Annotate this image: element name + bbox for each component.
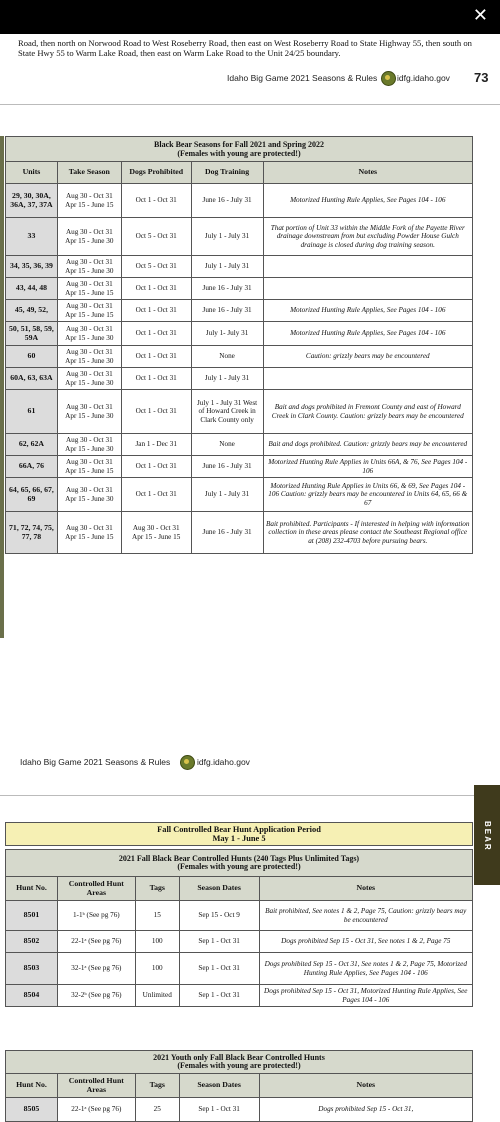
notes-cell: Bait prohibited, See notes 1 & 2, Page 75, Caution: grizzly bears may be encountered xyxy=(259,901,472,931)
notes-cell: Caution: grizzly bears may be encountered xyxy=(263,346,472,368)
dog-training-cell: July 1 - July 31 West of Howard Creek in Clark County only xyxy=(191,390,263,434)
take-season-cell: Aug 30 - Oct 31 Apr 15 - June 15 xyxy=(57,456,121,478)
notes-cell: Dogs prohibited Sep 15 - Oct 31, See notes 1 & 2, Page 75, Motorized Hunting Rule Applies, See Pages 104 - 106 xyxy=(259,953,472,985)
units-cell: 50, 51, 58, 59, 59A xyxy=(6,322,58,346)
notes-cell: Bait prohibited. Participants - If interested in helping with information collection in these areas please contact the Southeast Regional office at (208) 232-4703 before pursuing bears. xyxy=(263,512,472,554)
application-period-banner: Fall Controlled Bear Hunt Application Period May 1 - June 5 xyxy=(6,823,473,846)
units-cell: 33 xyxy=(6,218,58,256)
table-edge-stripe xyxy=(0,136,4,638)
take-season-cell: Aug 30 - Oct 31 Apr 15 - June 30 xyxy=(57,390,121,434)
page-footer xyxy=(0,752,500,772)
table-row xyxy=(6,300,473,322)
col-notes: Notes xyxy=(259,877,472,901)
dogs-prohibited-cell: Oct 1 - Oct 31 xyxy=(121,390,191,434)
footer-title: Idaho Big Game 2021 Seasons & Rules xyxy=(20,757,171,767)
table-title: Black Bear Seasons for Fall 2021 and Spring 2022 (Females with young are protected!) xyxy=(6,137,473,162)
take-season-cell: Aug 30 - Oct 31 Apr 15 - June 30 xyxy=(57,368,121,390)
dog-training-cell: June 16 - July 31 xyxy=(191,278,263,300)
tags-cell: Unlimited xyxy=(135,985,179,1007)
table-row xyxy=(6,256,473,278)
hunt-area-cell: 32-1ᵃ (See pg 76) xyxy=(57,953,135,985)
notes-cell: Bait and dogs prohibited. Caution: grizzly bears may be encountered xyxy=(263,434,472,456)
units-cell: 60 xyxy=(6,346,58,368)
notes-cell: Dogs prohibited Sep 15 - Oct 31, xyxy=(259,1098,472,1122)
notes-cell: Dogs prohibited Sep 15 - Oct 31, See notes 1 & 2, Page 75 xyxy=(259,931,472,953)
table-row xyxy=(6,278,473,300)
col-dog-training: Dog Training xyxy=(191,162,263,184)
units-cell: 62, 62A xyxy=(6,434,58,456)
page-header xyxy=(0,68,500,88)
dog-training-cell: July 1 - July 31 xyxy=(191,218,263,256)
take-season-cell: Aug 30 - Oct 31 Apr 15 - June 15 xyxy=(57,512,121,554)
tags-cell: 25 xyxy=(135,1098,179,1122)
take-season-cell: Aug 30 - Oct 31 Apr 15 - June 15 xyxy=(57,278,121,300)
close-icon[interactable]: ✕ xyxy=(472,5,488,26)
notes-cell: Motorized Hunting Rule Applies in Units 66A, & 76, See Pages 104 - 106 xyxy=(263,456,472,478)
col-notes: Notes xyxy=(263,162,472,184)
dogs-prohibited-cell: Jan 1 - Dec 31 xyxy=(121,434,191,456)
tags-cell: 100 xyxy=(135,953,179,985)
take-season-cell: Aug 30 - Oct 31 Apr 15 - June 30 xyxy=(57,322,121,346)
dogs-prohibited-cell: Oct 1 - Oct 31 xyxy=(121,322,191,346)
take-season-cell: Aug 30 - Oct 31 Apr 15 - June 30 xyxy=(57,434,121,456)
table-row xyxy=(6,218,473,256)
dogs-prohibited-cell: Oct 1 - Oct 31 xyxy=(121,368,191,390)
units-cell: 45, 49, 52, xyxy=(6,300,58,322)
notes-cell: Motorized Hunting Rule Applies in Units 66, & 69, See Pages 104 - 106 Caution: grizzly bears may be encountered in Units 64, 65, 66 & 67 xyxy=(263,478,472,512)
units-cell: 61 xyxy=(6,390,58,434)
units-cell: 43, 44, 48 xyxy=(6,278,58,300)
season-dates-cell: Sep 1 - Oct 31 xyxy=(179,985,259,1007)
black-bear-seasons-table xyxy=(5,136,473,554)
dogs-prohibited-cell: Oct 1 - Oct 31 xyxy=(121,184,191,218)
dog-training-cell: June 16 - July 31 xyxy=(191,512,263,554)
dogs-prohibited-cell: Oct 1 - Oct 31 xyxy=(121,456,191,478)
col-tags: Tags xyxy=(135,1074,179,1098)
hunt-area-cell: 22-1ᵃ (See pg 76) xyxy=(57,931,135,953)
table-row xyxy=(6,390,473,434)
hunt-no-cell: 8504 xyxy=(6,985,58,1007)
col-controlled-hunt-areas: Controlled Hunt Areas xyxy=(57,1074,135,1098)
col-hunt-no: Hunt No. xyxy=(6,1074,58,1098)
take-season-cell: Aug 30 - Oct 31 Apr 15 - June 30 xyxy=(57,256,121,278)
dogs-prohibited-cell: Oct 1 - Oct 31 xyxy=(121,278,191,300)
take-season-cell: Aug 30 - Oct 31 Apr 15 - June 30 xyxy=(57,218,121,256)
dog-training-cell: None xyxy=(191,434,263,456)
section-tab: BEAR xyxy=(474,785,500,885)
dogs-prohibited-cell: Oct 5 - Oct 31 xyxy=(121,218,191,256)
units-cell: 34, 35, 36, 39 xyxy=(6,256,58,278)
col-season-dates: Season Dates xyxy=(179,877,259,901)
dog-training-cell: June 16 - July 31 xyxy=(191,300,263,322)
notes-cell xyxy=(263,256,472,278)
table-row xyxy=(6,478,473,512)
take-season-cell: Aug 30 - Oct 31 Apr 15 - June 15 xyxy=(57,184,121,218)
units-cell: 66A, 76 xyxy=(6,456,58,478)
col-tags: Tags xyxy=(135,877,179,901)
col-hunt-no: Hunt No. xyxy=(6,877,58,901)
units-cell: 60A, 63, 63A xyxy=(6,368,58,390)
table-row xyxy=(6,931,473,953)
units-cell: 64, 65, 66, 67, 69 xyxy=(6,478,58,512)
notes-cell: Motorized Hunting Rule Applies, See Pages 104 - 106 xyxy=(263,184,472,218)
season-dates-cell: Sep 15 - Oct 9 xyxy=(179,901,259,931)
table-row xyxy=(6,953,473,985)
dog-training-cell: July 1 - July 31 xyxy=(191,478,263,512)
table-row xyxy=(6,322,473,346)
fall-controlled-hunts-table xyxy=(5,822,473,1007)
hunt-no-cell: 8503 xyxy=(6,953,58,985)
units-cell: 29, 30, 30A, 36A, 37, 37A xyxy=(6,184,58,218)
notes-cell: Motorized Hunting Rule Applies, See Pages 104 - 106 xyxy=(263,322,472,346)
table-row xyxy=(6,1098,473,1122)
take-season-cell: Aug 30 - Oct 31 Apr 15 - June 30 xyxy=(57,346,121,368)
page-divider xyxy=(0,795,474,796)
notes-cell: Motorized Hunting Rule Applies, See Pages 104 - 106 xyxy=(263,300,472,322)
dog-training-cell: June 16 - July 31 xyxy=(191,456,263,478)
col-units: Units xyxy=(6,162,58,184)
dogs-prohibited-cell: Oct 5 - Oct 31 xyxy=(121,256,191,278)
col-dogs-prohibited: Dogs Prohibited xyxy=(121,162,191,184)
col-season-dates: Season Dates xyxy=(179,1074,259,1098)
hunt-no-cell: 8501 xyxy=(6,901,58,931)
units-cell: 71, 72, 74, 75, 77, 78 xyxy=(6,512,58,554)
take-season-cell: Aug 30 - Oct 31 Apr 15 - June 30 xyxy=(57,478,121,512)
viewer-top-bar xyxy=(0,0,500,34)
intro-text: Road, then north on Norwood Road to West Roseberry Road, then east on West Roseberry Road to State Highway 55, then south on State Hwy 55 to Warm Lake Road, then east on Warm Lake Road to the Unit 24/25 boundary. xyxy=(18,38,472,58)
table-row xyxy=(6,368,473,390)
table-row xyxy=(6,456,473,478)
tags-cell: 15 xyxy=(135,901,179,931)
hunt-no-cell: 8502 xyxy=(6,931,58,953)
dogs-prohibited-cell: Oct 1 - Oct 31 xyxy=(121,478,191,512)
footer-url[interactable]: idfg.idaho.gov xyxy=(197,757,250,767)
notes-cell: That portion of Unit 33 within the Middle Fork of the Payette River drainage downstream from but excluding Powder House Gulch drainage is closed during dog training season. xyxy=(263,218,472,256)
header-url[interactable]: idfg.idaho.gov xyxy=(397,73,450,83)
season-dates-cell: Sep 1 - Oct 31 xyxy=(179,931,259,953)
table-row xyxy=(6,184,473,218)
dog-training-cell: July 1 - July 31 xyxy=(191,256,263,278)
dogs-prohibited-cell: Oct 1 - Oct 31 xyxy=(121,300,191,322)
table-title: 2021 Fall Black Bear Controlled Hunts (240 Tags Plus Unlimited Tags) (Females with young are protected!) xyxy=(6,850,473,877)
table-title: 2021 Youth only Fall Black Bear Controlled Hunts (Females with young are protected!) xyxy=(6,1051,473,1074)
take-season-cell: Aug 30 - Oct 31 Apr 15 - June 15 xyxy=(57,300,121,322)
notes-cell: Dogs prohibited Sep 15 - Oct 31, Motorized Hunting Rule Applies, See Pages 104 - 106 xyxy=(259,985,472,1007)
dogs-prohibited-cell: Oct 1 - Oct 31 xyxy=(121,346,191,368)
table-row xyxy=(6,346,473,368)
hunt-area-cell: 1-1ᵇ (See pg 76) xyxy=(57,901,135,931)
idfg-logo-icon xyxy=(180,755,195,770)
notes-cell: Bait and dogs prohibited in Fremont County and east of Howard Creek in Clark County. Caution: grizzly bears may be encountered xyxy=(263,390,472,434)
notes-cell xyxy=(263,278,472,300)
dog-training-cell: June 16 - July 31 xyxy=(191,184,263,218)
notes-cell xyxy=(263,368,472,390)
table-row xyxy=(6,434,473,456)
col-notes: Notes xyxy=(259,1074,472,1098)
table-row xyxy=(6,985,473,1007)
tags-cell: 100 xyxy=(135,931,179,953)
hunt-no-cell: 8505 xyxy=(6,1098,58,1122)
youth-controlled-hunts-table xyxy=(5,1050,473,1122)
table-row xyxy=(6,512,473,554)
page-number: 73 xyxy=(474,70,489,85)
season-dates-cell: Sep 1 - Oct 31 xyxy=(179,1098,259,1122)
dogs-prohibited-cell: Aug 30 - Oct 31 Apr 15 - June 15 xyxy=(121,512,191,554)
season-dates-cell: Sep 1 - Oct 31 xyxy=(179,953,259,985)
table-row xyxy=(6,901,473,931)
header-divider xyxy=(0,104,500,105)
dog-training-cell: July 1 - July 31 xyxy=(191,368,263,390)
idfg-logo-icon xyxy=(381,71,396,86)
col-take-season: Take Season xyxy=(57,162,121,184)
col-controlled-hunt-areas: Controlled Hunt Areas xyxy=(57,877,135,901)
dog-training-cell: None xyxy=(191,346,263,368)
hunt-area-cell: 22-1ᵃ (See pg 76) xyxy=(57,1098,135,1122)
dog-training-cell: July 1- July 31 xyxy=(191,322,263,346)
header-title: Idaho Big Game 2021 Seasons & Rules xyxy=(227,73,378,83)
hunt-area-cell: 32-2ᵇ (See pg 76) xyxy=(57,985,135,1007)
